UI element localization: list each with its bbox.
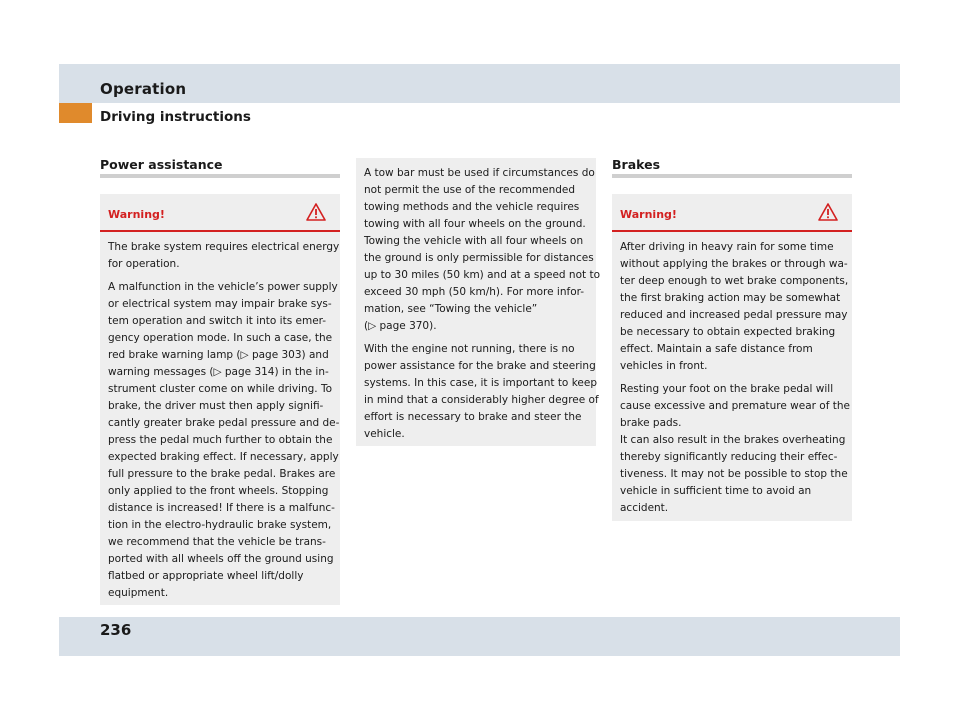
text-line: With the engine not running, there is no [364,343,575,355]
text-line: brake pads. [620,417,682,429]
text-line: cause excessive and premature wear of the [620,400,850,412]
text-line: vehicles in front. [620,360,708,372]
paragraph [620,239,850,375]
text-line: reduced and increased pedal pressure may [620,309,848,321]
text-line: Towing the vehicle with all four wheels on [364,235,584,247]
paragraph [620,381,850,517]
text-line: ter deep enough to wet brake components, [620,275,849,287]
text-line: brake, the driver must then apply signifi- [108,400,324,412]
brakes-warning-box [612,194,852,521]
text-line: towing with all four wheels on the ground. [364,218,586,230]
text-line: press the pedal much further to obtain the [108,434,333,446]
section-title: Operation [100,80,187,98]
text-line: A malfunction in the vehicle’s power supply [108,281,338,293]
text-line: Resting your foot on the brake pedal will [620,383,834,395]
warning-label: Warning! [108,208,165,221]
text-line: tem operation and switch it into its emer- [108,315,327,327]
text-line: full pressure to the brake pedal. Brakes are [108,468,336,480]
text-line: strument cluster come on while driving. To [108,383,332,395]
text-line: warning messages (▷ page 314) in the in- [108,366,329,378]
brakes-heading: Brakes [612,157,661,172]
warning-label: Warning! [620,208,677,221]
power-assistance-warning-box [100,194,340,605]
brakes-rule [612,174,852,178]
text-line: vehicle in sufficient time to avoid an [620,485,812,497]
paragraph [108,279,339,602]
footer-band [59,617,900,656]
text-line: equipment. [108,587,169,599]
text-line: or electrical system may impair brake sys- [108,298,332,310]
warning-triangle-icon [306,203,326,221]
text-line: effort is necessary to brake and steer the [364,411,582,423]
text-line: accident. [620,502,669,514]
paragraph [364,165,600,335]
text-line: flatbed or appropriate wheel lift/dolly [108,570,304,582]
text-line: expected braking effect. If necessary, apply [108,451,339,463]
text-line: be necessary to obtain expected braking [620,326,836,338]
warning-header [100,194,340,232]
text-line: without applying the brakes or through wa- [620,258,848,270]
text-line: It can also result in the brakes overheating [620,434,846,446]
text-line: mation, see “Towing the vehicle” [364,303,538,315]
text-line: tiveness. It may not be possible to stop the [620,468,848,480]
warning-triangle-icon [818,203,838,221]
text-line: A tow bar must be used if circumstances do [364,167,595,179]
text-line: only applied to the front wheels. Stopping [108,485,329,497]
text-line: vehicle. [364,428,405,440]
text-line: tion in the electro-hydraulic brake system, [108,519,332,531]
text-line: the ground is only permissible for distances [364,252,594,264]
text-line: gency operation mode. In such a case, the [108,332,333,344]
text-line: towing methods and the vehicle requires [364,201,580,213]
text-line: After driving in heavy rain for some time [620,241,834,253]
towing-note-text [364,165,600,443]
power-assistance-heading: Power assistance [100,157,223,172]
power-assistance-rule [100,174,340,178]
brakes-warning-text [620,239,850,517]
paragraph [108,239,339,273]
text-line: the first braking action may be somewhat [620,292,841,304]
section-tab [59,103,92,123]
text-line: thereby significantly reducing their effec- [620,451,838,463]
text-line: systems. In this case, it is important to keep [364,377,597,389]
text-line: in mind that a considerably higher degree of [364,394,599,406]
power-assistance-warning-text [108,239,339,602]
text-line: The brake system requires electrical energy [108,241,340,253]
text-line: not permit the use of the recommended [364,184,576,196]
text-line: ported with all wheels off the ground using [108,553,334,565]
page-number: 236 [100,621,132,639]
text-line: cantly greater brake pedal pressure and de- [108,417,340,429]
text-line: power assistance for the brake and steering [364,360,596,372]
paragraph [364,341,600,443]
text-line: we recommend that the vehicle be trans- [108,536,326,548]
text-line: up to 30 miles (50 km) and at a speed not to [364,269,600,281]
text-line: effect. Maintain a safe distance from [620,343,813,355]
text-line: distance is increased! If there is a malfunc- [108,502,335,514]
text-line: (▷ page 370). [364,320,437,332]
text-line: exceed 30 mph (50 km/h). For more infor- [364,286,585,298]
warning-header [612,194,852,232]
text-line: red brake warning lamp (▷ page 303) and [108,349,329,361]
towing-note-box [356,158,600,446]
text-line: for operation. [108,258,180,270]
subsection-title: Driving instructions [100,109,251,125]
